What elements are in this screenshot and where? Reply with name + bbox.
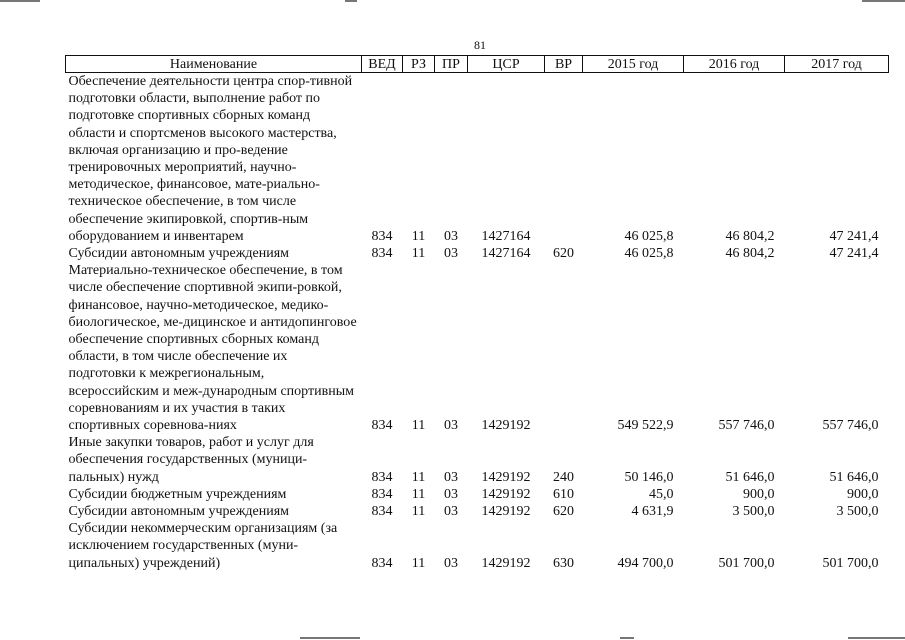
row-2017: 3 500,0: [836, 504, 879, 520]
row-name: Субсидии автономным учреждениям: [68, 504, 290, 520]
row-2015: 45,0: [649, 486, 674, 502]
row-name: Обеспечение деятельности центра спор-тивной подготовки области, выполнение работ по подготовке спортивных сборных команд области и спортсменов высокого мастерства, включая организацию и про-ведение тренировочных мероприятий, научно-методическое, финансовое, мате-риально-техническое обеспечение, в том числе обеспечение экипировкой, спортив-ным оборудованием и инвентарем: [68, 74, 353, 244]
scan-artifact-top-center: [345, 0, 357, 2]
row-ved: 834: [371, 486, 393, 502]
row-pr: 03: [444, 418, 458, 434]
row-csr: 1429192: [481, 486, 531, 502]
row-ved: 834: [371, 228, 393, 244]
header-2016: 2016 год: [684, 56, 785, 73]
header-row: [66, 56, 889, 73]
row-2017: 47 241,4: [829, 246, 879, 262]
row-csr: 1429192: [481, 555, 531, 571]
row-csr: 1429192: [481, 504, 531, 520]
header-pr: ПР: [435, 56, 468, 73]
row-ved: 834: [371, 555, 393, 571]
scan-artifact-bottom-center: [620, 637, 634, 639]
row-2017: 557 746,0: [822, 418, 879, 434]
header-vr: ВР: [545, 56, 583, 73]
row-pr: 03: [444, 228, 458, 244]
table-body: [66, 73, 889, 572]
row-pr: 03: [444, 246, 458, 262]
row-csr: 1427164: [481, 246, 531, 262]
row-2016: 501 700,0: [718, 555, 775, 571]
row-2016: 46 804,2: [725, 228, 775, 244]
scan-artifact-bottom-left: [300, 637, 360, 639]
row-name: Субсидии некоммерческим организациям (за исключением государственных (муни-ципальных) учреждений): [68, 521, 338, 571]
row-vr: 620: [553, 246, 574, 262]
row-ved: 834: [371, 418, 393, 434]
row-ved: 834: [371, 469, 393, 485]
row-2017: 900,0: [847, 486, 879, 502]
row-csr: 1429192: [481, 418, 531, 434]
header-ved: ВЕД: [362, 56, 403, 73]
scan-artifact-top-right: [862, 0, 905, 2]
header-2017: 2017 год: [785, 56, 889, 73]
row-2017: 47 241,4: [829, 228, 879, 244]
budget-table: [65, 55, 889, 572]
row-2016: 3 500,0: [732, 504, 775, 520]
table-row: [66, 503, 889, 520]
row-vr: 610: [553, 486, 574, 502]
row-name: Иные закупки товаров, работ и услуг для обеспечения государственных (муници-пальных) нужд: [68, 435, 314, 485]
header-name: Наименование: [66, 56, 362, 73]
scan-artifact-bottom-right: [848, 637, 905, 639]
row-2016: 46 804,2: [725, 246, 775, 262]
row-2016: 51 646,0: [725, 469, 775, 485]
row-name: Материально-техническое обеспечение, в том числе обеспечение спортивной экипи-ровкой, финансовое, научно-методическое, медико-биологическое, ме-дицинское и антидопинговое обеспечение спортивных сборных команд области, в том числе обеспечение их подготовки к межрегиональным, всероссийским и меж-дународным спортивным соревнованиям и их участия в таких спортивных соревнова-ниях: [68, 263, 357, 434]
row-rz: 11: [411, 228, 426, 244]
table-row: [66, 486, 889, 503]
header-2015: 2015 год: [583, 56, 684, 73]
row-rz: 11: [411, 469, 426, 485]
row-2017: 501 700,0: [822, 555, 879, 571]
row-csr: 1429192: [481, 469, 531, 485]
row-2015: 46 025,8: [624, 246, 674, 262]
scan-artifact-top-left: [0, 0, 40, 2]
row-vr: [545, 262, 583, 434]
row-vr: 630: [553, 555, 574, 571]
row-vr: 240: [553, 469, 574, 485]
row-vr: [545, 73, 583, 246]
row-2016: 900,0: [743, 486, 775, 502]
table-row: [66, 245, 889, 262]
row-2015: 4 631,9: [631, 504, 674, 520]
row-rz: 11: [411, 418, 426, 434]
row-pr: 03: [444, 504, 458, 520]
table-row: [66, 73, 889, 246]
row-ved: 834: [371, 504, 393, 520]
row-name: Субсидии бюджетным учреждениям: [68, 486, 287, 502]
page-number: 81: [474, 38, 486, 52]
row-pr: 03: [444, 555, 458, 571]
table-row: [66, 434, 889, 486]
row-2015: 549 522,9: [617, 418, 674, 434]
row-rz: 11: [411, 555, 426, 571]
row-pr: 03: [444, 486, 458, 502]
table-row: [66, 262, 889, 434]
row-vr: 620: [553, 504, 574, 520]
row-rz: 11: [411, 246, 426, 262]
row-pr: 03: [444, 469, 458, 485]
row-2015: 494 700,0: [617, 555, 674, 571]
row-2015: 46 025,8: [624, 228, 674, 244]
row-2015: 50 146,0: [624, 469, 674, 485]
row-2016: 557 746,0: [718, 418, 775, 434]
row-csr: 1427164: [481, 228, 531, 244]
row-name: Субсидии автономным учреждениям: [68, 246, 290, 262]
row-ved: 834: [371, 246, 393, 262]
table-header: [66, 56, 889, 73]
row-2017: 51 646,0: [829, 469, 879, 485]
header-csr: ЦСР: [468, 56, 545, 73]
header-rz: РЗ: [403, 56, 435, 73]
row-rz: 11: [411, 486, 426, 502]
row-rz: 11: [411, 504, 426, 520]
table-row: [66, 520, 889, 572]
